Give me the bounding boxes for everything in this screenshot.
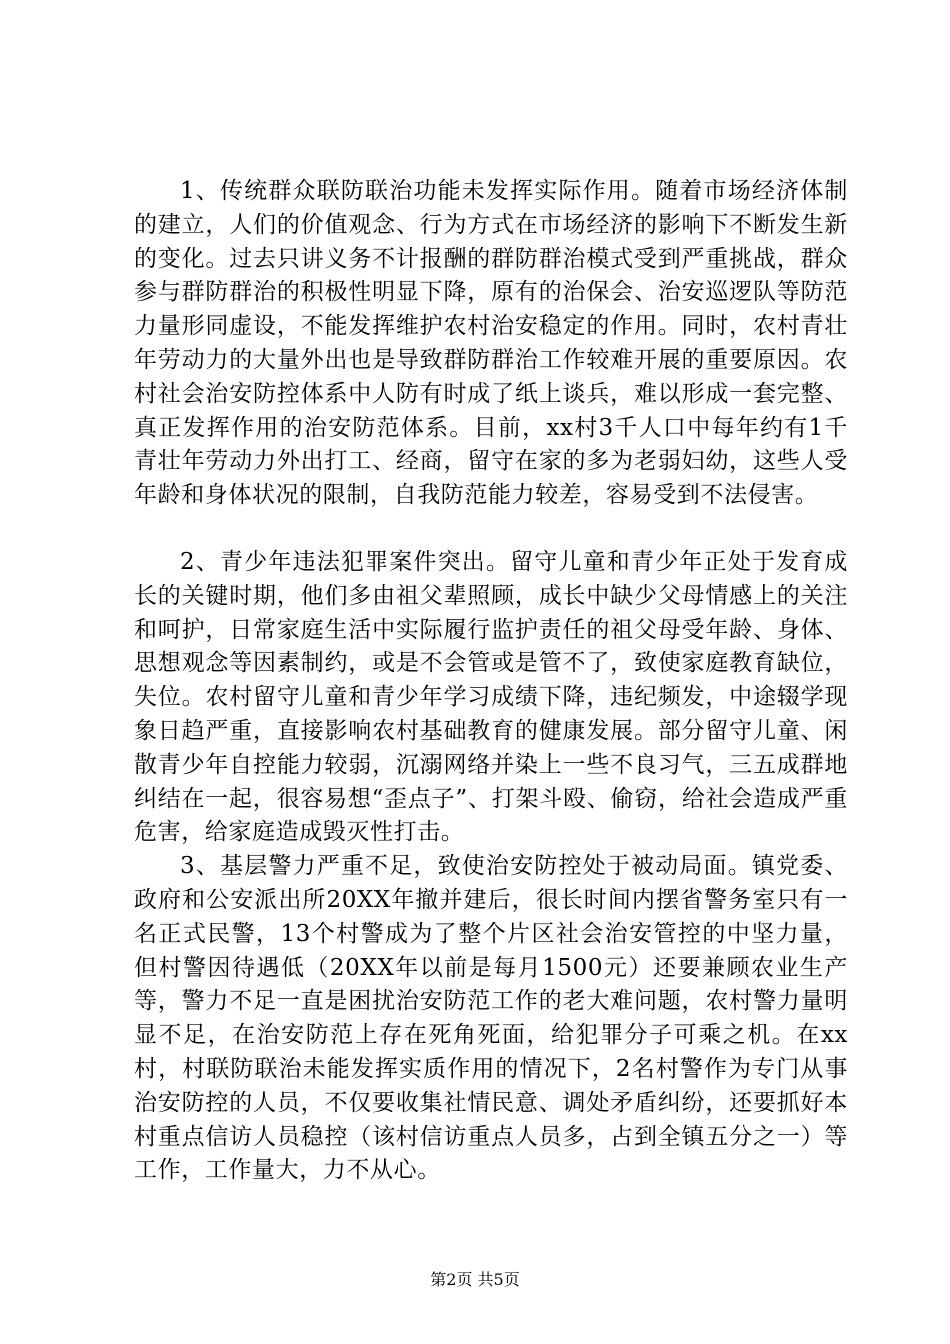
- paragraph-1: 1、传统群众联防联治功能未发挥实际作用。随着市场经济体制的建立，人们的价值观念、行为方式在市场经济的影响下不断发生新的变化。过去只讲义务不计报酬的群防群治模式受到严重挑战，群众参与群防群治的积极性明显下降，原有的治保会、治安巡逻队等防范力量形同虚设，不能发挥维护农村治安稳定的作用。同时，农村青壮年劳动力的大量外出也是导致群防群治工作较难开展的重要原因。农村社会治安防控体系中人防有时成了纸上谈兵，难以形成一套完整、真正发挥作用的治安防范体系。目前，xx村3千人口中每年约有1千青壮年劳动力外出打工、经商，留守在家的多为老弱妇幼，这些人受年龄和身体状况的限制，自我防范能力较差，容易受到不法侵害。: [134, 178, 848, 509]
- paragraph-3: 3、基层警力严重不足，致使治安防控处于被动局面。镇党委、政府和公安派出所20XX年撤并建后，很长时间内摆省警务室只有一名正式民警，13个村警成为了整个片区社会治安管控的中坚力量，但村警因待遇低（20XX年以前是每月1500元）还要兼顾农业生产等，警力不足一直是困扰治安防范工作的老大难问题，农村警力量明显不足，在治安防范上存在死角死面，给犯罪分子可乘之机。在xx村，村联防联治未能发挥实质作用的情况下，2名村警作为专门从事治安防控的人员，不仅要收集社情民意、调处矛盾纠纷，还要抓好本村重点信访人员稳控（该村信访重点人员多，占到全镇五分之一）等工作，工作量大，力不从心。: [134, 853, 848, 1184]
- document-body: [134, 175, 848, 1188]
- page-number-footer: 第2页 共5页: [430, 1270, 520, 1289]
- paragraph-2: 2、青少年违法犯罪案件突出。留守儿童和青少年正处于发育成长的关键时期，他们多由祖父辈照顾，成长中缺少父母情感上的关注和呵护，日常家庭生活中实际履行监护责任的祖父母受年龄、身体、思想观念等因素制约，或是不会管或是管不了，致使家庭教育缺位，失位。农村留守儿童和青少年学习成绩下降，违纪频发，中途辍学现象日趋严重，直接影响农村基础教育的健康发展。部分留守儿童、闲散青少年自控能力较弱，沉溺网络并染上一些不良习气，三五成群地纠结在一起，很容易想“歪点子”、打架斗殴、偷窃，给社会造成严重危害，给家庭造成毁灭性打击。: [134, 548, 848, 846]
